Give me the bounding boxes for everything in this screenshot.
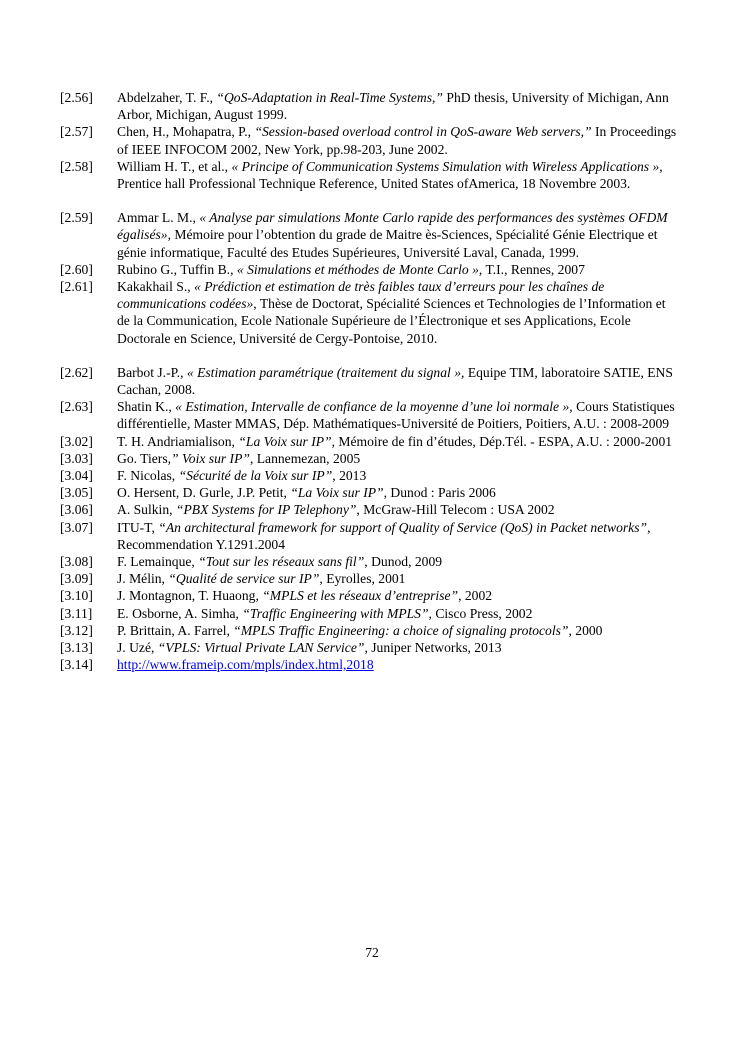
- reference-authors: F. Nicolas,: [117, 468, 179, 484]
- reference-text: [117, 158, 680, 192]
- reference-item: [60, 123, 680, 157]
- reference-text: [117, 261, 680, 278]
- reference-number: [2.57]: [60, 124, 93, 140]
- reference-number: [2.63]: [60, 399, 93, 415]
- reference-item: [60, 484, 680, 501]
- reference-item: [60, 450, 680, 467]
- reference-text: [117, 467, 680, 484]
- reference-number: [2.56]: [60, 90, 93, 105]
- reference-title: “Tout sur les réseaux sans fil”: [198, 554, 365, 570]
- reference-item: [60, 519, 680, 553]
- reference-title: “MPLS Traffic Engineering: a choice of signaling protocols”: [233, 622, 569, 638]
- reference-number: [2.58]: [60, 158, 93, 174]
- reference-authors: O. Hersent, D. Gurle, J.P. Petit,: [117, 485, 291, 501]
- reference-title: « Estimation, Intervalle de confiance de la moyenne d’une loi normale »: [175, 399, 570, 415]
- reference-number: [2.60]: [60, 261, 93, 277]
- reference-item: [60, 433, 680, 450]
- reference-title: « Simulations et méthodes de Monte Carlo »: [236, 261, 479, 277]
- reference-title: « Prédiction et estimation de très faibles taux d’erreurs pour les chaînes de communications codées»: [117, 279, 605, 312]
- reference-title: “MPLS et les réseaux d’entreprise”: [262, 588, 459, 604]
- reference-authors: William H. T., et al.,: [117, 158, 232, 174]
- reference-publication: , T.I., Rennes, 2007: [478, 261, 585, 277]
- reference-item: [60, 278, 680, 347]
- reference-link[interactable]: http://www.frameip.com/mpls/index.html,2018: [117, 657, 374, 673]
- reference-publication: , Lannemezan, 2005: [249, 450, 361, 466]
- reference-item: [60, 605, 680, 622]
- reference-text: [117, 570, 680, 587]
- reference-text: [117, 622, 680, 639]
- reference-number: [2.59]: [60, 210, 93, 226]
- reference-authors: F. Lemainque,: [117, 554, 199, 570]
- reference-number: [3.03]: [60, 450, 93, 466]
- reference-title: “Session-based overload control in QoS-aware Web servers,”: [254, 124, 592, 140]
- reference-title: “La Voix sur IP”: [290, 485, 384, 501]
- reference-number: [3.11]: [60, 605, 93, 621]
- reference-title: “Qualité de service sur IP”: [168, 571, 320, 587]
- reference-publication: , Cisco Press, 2002: [428, 605, 533, 621]
- reference-publication: , Cours Statistiques différentielle, Master MMAS, Dép. Mathématiques-Université de Poitiers, Poitiers, A.U. : 2008-2009: [117, 399, 675, 432]
- reference-text: [117, 484, 680, 501]
- reference-number: [3.13]: [60, 640, 93, 656]
- reference-number: [3.02]: [60, 433, 93, 449]
- reference-authors: A. Sulkin,: [117, 502, 176, 518]
- reference-number: [2.62]: [60, 364, 93, 380]
- reference-item: [60, 570, 680, 587]
- reference-publication: , 2000: [568, 622, 603, 638]
- reference-authors: P. Brittain, A. Farrel,: [117, 622, 234, 638]
- reference-authors: Go. Tiers: [117, 450, 168, 466]
- reference-authors: Ammar L. M.,: [117, 210, 200, 226]
- reference-text: [117, 656, 680, 673]
- reference-publication: , 2013: [332, 468, 367, 484]
- reference-text: [117, 519, 680, 553]
- reference-title: “PBX Systems for IP Telephony”: [175, 502, 357, 518]
- reference-number: [3.10]: [60, 588, 93, 604]
- reference-text: [117, 278, 680, 347]
- reference-text: [117, 209, 680, 261]
- reference-publication: , Recommendation Y.1291.2004: [117, 519, 651, 552]
- reference-authors: J. Montagnon, T. Huaong,: [117, 588, 263, 604]
- reference-authors: Shatin K.,: [117, 399, 176, 415]
- reference-publication: , Dunod, 2009: [364, 554, 443, 570]
- reference-title: “QoS-Adaptation in Real-Time Systems,”: [216, 90, 443, 105]
- reference-publication: PhD thesis, University of Michigan, Ann Arbor, Michigan, August 1999.: [117, 90, 669, 123]
- reference-publication: , Eyrolles, 2001: [319, 571, 406, 587]
- page-number: 72: [365, 945, 379, 960]
- reference-authors: J. Mélin,: [117, 571, 169, 587]
- reference-text: [117, 450, 680, 467]
- reference-item: [60, 587, 680, 604]
- reference-number: [3.14]: [60, 657, 93, 673]
- reference-number: [3.05]: [60, 485, 93, 501]
- reference-title: “VPLS: Virtual Private LAN Service”: [157, 640, 365, 656]
- reference-publication: , Mémoire pour l’obtention du grade de Maitre ès-Sciences, Spécialité Génie Electrique et génie informatique, Faculté des Etudes Supérieures, Université Laval, Canada, 1999.: [117, 227, 658, 260]
- reference-item: [60, 622, 680, 639]
- reference-text: [117, 501, 680, 518]
- reference-number: [3.08]: [60, 554, 93, 570]
- reference-publication: , Juniper Networks, 2013: [364, 640, 502, 656]
- reference-title: “La Voix sur IP”: [238, 433, 332, 449]
- reference-authors: T. H. Andriamialison,: [117, 433, 239, 449]
- reference-publication: , 2002: [458, 588, 493, 604]
- reference-authors: E. Osborne, A. Simha,: [117, 605, 243, 621]
- reference-item: [60, 209, 680, 261]
- reference-authors: Abdelzaher, T. F.,: [117, 90, 217, 105]
- reference-text: [117, 639, 680, 656]
- reference-publication: , McGraw-Hill Telecom : USA 2002: [356, 502, 555, 518]
- reference-item: [60, 89, 680, 123]
- reference-title: ,” Voix sur IP”: [167, 450, 250, 466]
- reference-authors: ITU-T,: [117, 519, 159, 535]
- reference-list: [60, 89, 680, 674]
- reference-item: [60, 158, 680, 192]
- reference-text: [117, 605, 680, 622]
- reference-publication: , Equipe TIM, laboratoire SATIE, ENS Cachan, 2008.: [117, 364, 673, 398]
- reference-item: [60, 364, 680, 398]
- reference-number: [3.04]: [60, 468, 93, 484]
- reference-text: [117, 433, 680, 450]
- reference-publication: , Dunod : Paris 2006: [383, 485, 496, 501]
- reference-text: [117, 364, 680, 398]
- reference-title: “Sécurité de la Voix sur IP”: [178, 468, 333, 484]
- reference-publication: , Mémoire de fin d’études, Dép.Tél. - ESPA, A.U. : 2000-2001: [331, 433, 673, 449]
- reference-item: [60, 467, 680, 484]
- reference-publication: In Proceedings of IEEE INFOCOM 2002, New York, pp.98-203, June 2002.: [117, 124, 677, 157]
- reference-authors: Kakakhail S.,: [117, 279, 195, 295]
- reference-number: [3.07]: [60, 519, 93, 535]
- reference-text: [117, 123, 680, 157]
- reference-item: [60, 553, 680, 570]
- reference-item: [60, 656, 680, 673]
- reference-text: [117, 89, 680, 123]
- reference-authors: Rubino G., Tuffin B.,: [117, 261, 237, 277]
- reference-item: [60, 261, 680, 278]
- reference-text: [117, 553, 680, 570]
- reference-authors: Chen, H., Mohapatra, P.,: [117, 124, 255, 140]
- reference-authors: J. Uzé,: [117, 640, 158, 656]
- reference-number: [3.06]: [60, 502, 93, 518]
- reference-title: “An architectural framework for support of Quality of Service (QoS) in Packet networks”: [158, 519, 648, 535]
- reference-publication: , Prentice hall Professional Technique Reference, United States ofAmerica, 18 Novembre 2003.: [117, 158, 663, 192]
- reference-text: [117, 398, 680, 432]
- reference-text: [117, 587, 680, 604]
- reference-title: « Principe of Communication Systems Simulation with Wireless Applications »: [231, 158, 660, 174]
- reference-title: « Analyse par simulations Monte Carlo rapide des performances des systèmes OFDM égalisés»: [117, 210, 668, 243]
- reference-number: [2.61]: [60, 279, 93, 295]
- reference-item: [60, 398, 680, 432]
- reference-title: « Estimation paramétrique (traitement du signal »: [186, 364, 462, 380]
- reference-item: [60, 639, 680, 656]
- reference-publication: , Thèse de Doctorat, Spécialité Sciences et Technologies de l’Information et de la Communication, Ecole Nationale Supérieure de l’Électronique et ses Applications, Ecole Doctorale en Science, Université de Cergy-Pontoise, 2010.: [117, 296, 666, 346]
- reference-authors: Barbot J.-P.,: [117, 364, 187, 380]
- reference-number: [3.12]: [60, 622, 93, 638]
- reference-item: [60, 501, 680, 518]
- reference-title: “Traffic Engineering with MPLS”: [242, 605, 429, 621]
- reference-number: [3.09]: [60, 571, 93, 587]
